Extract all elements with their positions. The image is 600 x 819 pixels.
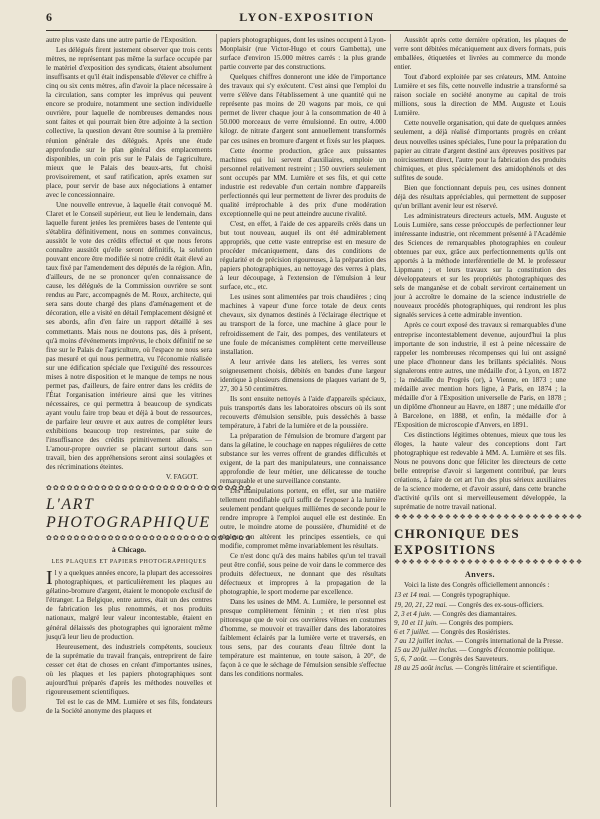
page-header xyxy=(46,10,568,26)
article-signature: V. FAGOT. xyxy=(165,473,198,482)
entry-text: — Congrès international de la Presse. xyxy=(454,636,564,645)
list-item xyxy=(394,664,566,673)
page-number: 6 xyxy=(46,10,53,24)
chronicle-city: Anvers. xyxy=(465,570,495,580)
paragraph: Les délégués firent justement observer que trois cents mètres, ne représentant pas même la surface occupée par le matériel d'exposition des syndicats, étaient absolument insuffisants et qu'il était indispensable d'élever ce chiffre à cinq ou six cents mètres, afin d'avoir la place nécessaire à la circulation, sans compter les imprévus qui peuvent encore se produire, notamment une section individuelle ouvrière, pour laquelle de nombreuses demandes nous sont faites et qui pourrait bien être adjointe à la section collective, la question devant être soumise à la première réunion générale des délégués. Après une étude approfondie sur le plan général des emplacements disponibles, un coin pris sur le Palais de l'agriculture, mieux que le Palais des beaux-arts, fut choisi provisoirement, et sauf ratification, après examen sur place, pour servir de base aux négociations à entamer avec le concessionnaire. xyxy=(46,46,212,199)
paper-stain xyxy=(12,676,26,712)
entry-date: 19, 20, 21, 22 mai. xyxy=(394,600,448,609)
paragraph: Ce n'est donc qu'à des mains habiles qu'un tel travail peut être confié, sous peine de voir dans le commerce des produits défectueux, ne donnant que des résultats défectueux et impropres à la propagation de la photographie, le sport moderne par excellence. xyxy=(220,551,386,596)
ornament-border: ❖❖❖❖❖❖❖❖❖❖❖❖❖❖❖❖❖❖❖❖❖❖❖❖❖❖ xyxy=(394,558,584,567)
entry-text: — Congrès des Rosiéristes. xyxy=(429,627,511,636)
congress-list xyxy=(394,591,566,672)
paragraph: Tel est le cas de MM. Lumière et ses fils, fondateurs de la Société anonyme des plaques et xyxy=(46,697,212,715)
entry-date: 9, 10 et 11 juin. xyxy=(394,618,439,627)
entry-date: 13 et 14 mai. xyxy=(394,591,432,600)
ornament-border: ✿✿✿✿✿✿✿✿✿✿✿✿✿✿✿✿✿✿✿✿✿✿✿✿✿✿✿✿✿✿ xyxy=(46,484,252,493)
paragraph: Après ce court exposé des travaux si remarquables d'une entreprise incontestablement devenue, aujourd'hui la plus importante de son industrie, il est à peine nécessaire de rappeler les nombreuses récompenses qui lui ont assigné une place d'honneur dans les brillants spécialités. Nous signalerons entre autres, une médaille d'or, à Lyon, en 1872 ; la médaille du Progrès (or), à Vienne, en 1873 ; une médaille avec mention hors ligne, à Paris, en 1874 ; la médaille d'or à l'Exposition universelle de Paris, en 1878 ; un diplôme d'honneur au Havre, en 1887 ; une médaille d'or à Barcelone, en 1888, et enfin, la médaille d'or à l'Exposition de microscopie d'Anvers, en 1891. xyxy=(394,321,566,429)
paragraph: Cette nouvelle organisation, qui date de quelques années seulement, a déjà réalisé d'importants progrès en créant deux nouvelles usines spéciales, l'une pour la préparation du papier au citrate d'argent destiné aux épreuves positives par noircissement direct, l'autre pour la fabrication des produits chimiques, et plus spécialement des amidophénols et des sulfites de soude. xyxy=(394,119,566,182)
entry-text: — Congrès des ex-sous-officiers. xyxy=(447,600,544,609)
entry-text: — Congrès des Sauveteurs. xyxy=(427,654,509,663)
entry-date: 15 au 20 juillet inclus. xyxy=(394,645,458,654)
list-item xyxy=(394,591,566,600)
chronicle-title: CHRONIQUE DES EXPOSITIONS xyxy=(394,526,520,558)
list-item xyxy=(394,637,566,646)
paragraph: La préparation de l'émulsion de bromure d'argent par dans la gélatine, le couchage en nappes régulières de cette substance sur les verres offrent de grandes difficultés et exigent, de la part des manipulateurs, une connaissance approfondie de leur métier, une délicatesse de touche remarquable et une surveillance constante. xyxy=(220,432,386,486)
drop-cap: I xyxy=(46,567,53,590)
paragraph: Dans les usines de MM. A. Lumière, le personnel est presque complètement féminin ; et rien n'est plus pittoresque que de voir ces ouvrières vêtues en costumes d'homme, se mouvoir et travailler dans des laboratoires faiblement éclairés par la lumière verte et traversés, en tous sens, par des courants d'eau filtrée dont la température est maintenue, en toute saison, à 20°, de façon à ce que le séchage de l'émulsion sensible s'effectue dans les conditions normales. xyxy=(220,597,386,679)
entry-date: 7 au 12 juillet inclus. xyxy=(394,636,455,645)
paragraph: Bien que fonctionnant depuis peu, ces usines donnent déjà des résultats appréciables, qui permettent de supposer qu'un brillant avenir leur est réservé. xyxy=(394,183,566,210)
paragraph: Tout d'abord exploitée par ses créateurs, MM. Antoine Lumière et ses fils, cette nouvelle industrie a transformé sa raison sociale en société anonyme au capital de trois millions, sous la direction de MM. Auguste et Louis Lumière. xyxy=(394,73,566,118)
column-2 xyxy=(220,36,386,807)
paragraph: A leur arrivée dans les ateliers, les verres sont soigneusement choisis, débités en bandes d'une largeur identique à plusieurs dimensions de plaques variant de 9, 27, 30 à 50 centimètres. xyxy=(220,357,386,393)
paragraph: Aussitôt après cette dernière opération, les plaques de verre sont débitées mécaniquement aux divers formats, puis emballées, étiquetées et livrées au commerce du monde entier. xyxy=(394,36,566,72)
column-divider xyxy=(216,34,217,807)
paragraph: Les administrateurs directeurs actuels, MM. Auguste et Louis Lumière, sans cesse préoccupés de perfectionner leur intéressante industrie, ont récemment présenté à l'Académie des Sciences de remarquables photographies en couleur obtenues par eux, grâce aux perfectionnements qu'ils ont apportés à la méthode interférentielle de M. le professeur Lippmann ; et leurs travaux sur la constitution des développateurs et sur les propriétés photographiques des sels de manganèse et de cobalt serviront certainement un jour à accroître le domaine de la science industrielle de nouveaux procédés photographiques, qui rendront les plus signalés services à cette admirable invention. xyxy=(394,211,566,320)
paragraph xyxy=(46,569,212,641)
paragraph: Voici la liste des Congrès officiellement annoncés : xyxy=(404,581,550,590)
paragraph: autre plus vaste dans une autre partie de l'Exposition. xyxy=(46,36,197,44)
section-title: L'ART PHOTOGRAPHIQUE xyxy=(46,496,211,532)
running-title: LYON-EXPOSITION xyxy=(239,10,375,24)
entry-date: 6 et 7 juillet. xyxy=(394,627,430,636)
entry-date: 2, 3 et 4 juin. xyxy=(394,609,432,618)
paragraph: Heureusement, des industriels compétents, soucieux de la suprématie du travail français, entreprirent de faire cesser cet état de choses en créant d'importantes usines, où les plaques et les papiers photographiques sont aujourd'hui préparés d'après les méthodes nouvelles et rigoureusement scientifiques. xyxy=(46,642,212,696)
entry-date: 18 au 25 août inclus. xyxy=(394,663,454,672)
paragraph: Cette énorme production, grâce aux puissantes machines qui lui servent d'auxiliaires, emploie un personnel relativement restreint ; 150 ouvriers seulement sont occupés par MM. Lumière et ses fils, et qui cette industrie est redevable d'un certain nombre d'appareils perfectionnés qui leur permettent de livrer des produits de qualité irréprochable à des prix d'une modération exceptionnelle qui ne peut atteindre aucune rivalité. xyxy=(220,146,386,218)
paragraph: Quelques chiffres donneront une idée de l'importance des travaux qui s'y exécutent. C'est ainsi que l'emploi du verre s'élève dans l'établissement à une quantité qui ne représente pas moins de 20 wagons par mois, ce qui permet de livrer chaque jour à la consommation de 40 à 50.000 morceaux de verre émulsionné. En outre, 4.000 kilogr. de nitrate d'argent sont annuellement transformés par ces usines en bromure d'argent et fixés sur les plaques. xyxy=(220,73,386,145)
list-item xyxy=(394,619,566,628)
entry-text: — Congrès littéraire et scientifique. xyxy=(453,663,558,672)
section-subtitle: à Chicago. xyxy=(111,545,147,555)
entry-text: — Congrès typographique. xyxy=(431,591,510,600)
paragraph: Ils sont ensuite nettoyés à l'aide d'appareils spéciaux, puis transportés dans les laboratoires obscurs où ils sont recouverts d'émulsion sensible, puis desséchés à basse température, à l'abri de la lumière et de la poussière. xyxy=(220,394,386,430)
list-item xyxy=(394,628,566,637)
list-item xyxy=(394,610,566,619)
ornament-border: ❖❖❖❖❖❖❖❖❖❖❖❖❖❖❖❖❖❖❖❖❖❖❖❖❖❖ xyxy=(394,513,584,522)
paragraph: Les manipulations portent, en effet, sur une matière tellement modifiable qu'il suffit de l'exposer à la lumière seulement pendant quelques millièmes de seconde pour le rendre impropre à l'emploi auquel elle est destinée. En outre, le moindre atome de poussière, d'humidité et de chaleur, en altèrent les principes essentiels, ce qui modifie, compromet même invariablement les résultats. xyxy=(220,487,386,550)
entry-text: — Congrès d'économie politique. xyxy=(457,645,555,654)
paragraph: Les usines sont alimentées par trois chaudières ; cinq machines à vapeur d'une force totale de deux cents chevaux, six dynamos destinés à l'éclairage électrique et au transport de la force, une machine à glace pour le refroidissement de l'air, des pompes, des ventilateurs et une foule de mécanismes complètent cette merveilleuse installation. xyxy=(220,293,386,356)
column-3 xyxy=(394,36,584,807)
article-heading: LES PLAQUES ET PAPIERS PHOTOGRAPHIQUES xyxy=(51,559,207,566)
paragraph: papiers photographiques, dont les usines occupent à Lyon-Monplaisir (rue Victor-Hugo et cours Gambetta), une surface d'environ 15.000 mètres carrés : la plus grande partie couverte par des constructions. xyxy=(220,36,386,72)
entry-text: — Congrès des pompiers. xyxy=(438,618,514,627)
list-item xyxy=(394,655,566,664)
paragraph: C'est, en effet, à l'aide de ces appareils créés dans un but tout nouveau, auquel ils ont été admirablement appropriés, que cette vaste entreprise est en mesure de procéder mécaniquement, dans des conditions de régularité et de précision rigoureuses, à la préparation des papiers photographiques, au nettoyage des verres à plats, à leur découpage, à l'extension de l'émulsion à leur surface, etc., etc. xyxy=(220,219,386,292)
entry-text: — Congrès des diamantaires. xyxy=(431,609,517,618)
header-rule xyxy=(46,30,568,31)
paragraph-text: l y a quelques années encore, la plupart des accessoires photographiques, et particulièrement les plaques au gélatino-bromure d'argent, étaient le monopole exclusif de l'étranger. La Belgique, entre autres, était un des centres de fabrication les plus renommés, et nos produits nationaux, malgré leur valeur incontestable, étaient en général délaissés des photographes qui ignoraient même jusqu'à leur lieu de production. xyxy=(46,569,212,641)
column-divider xyxy=(390,34,391,807)
list-item xyxy=(394,601,566,610)
paragraph: Ces distinctions légitimes obtenues, mieux que tous les éloges, la haute valeur des conceptions dont l'art photographique est redevable à MM. A. Lumière et ses fils. Nous ne pouvons donc que féliciter les directeurs de cette belle entreprise d'avoir si largement contribué, par leurs créations, à faire de cet art l'un des plus sérieux auxiliaires de la science moderne, et d'avoir assuré, dans cette branche d'activité qu'ils ont si merveilleusement développée, la suprématie de notre travail national. xyxy=(394,431,566,512)
paragraph: Une nouvelle entrevue, à laquelle était convoqué M. Claret et le Conseil supérieur, eut lieu le lendemain, dans laquelle furent jetées les premières bases de l'entente qui s'établira définitivement, nous en sommes convaincus, aussitôt le vote des crédits effectué et que nous ferons connaître aussitôt qu'elle seront définitifs, la solution pouvant encore être modifiée si notre crédit était élevé au taux fixé par l'amendement des députés de la région. Afin, d'ailleurs, de ne se prononcer qu'en connaissance de cause, les délégués de la Commission ouvrière se sont rendus au Parc, accompagnés de M. Roux, architecte, qui sera sans doute chargé des plans d'aménagement et de décoration, elle a visité en détail l'emplacement désigné et ses abords, afin d'en faire un rapport détaillé à ses commettants. Mais nous ne doutons pas, dès à présent, qu'à moins d'événements imprévus, le choix définitif ne se fixe sur le Palais de l'agriculture, où l'espace ne nous sera pas mesuré et qui nous permettra, vu l'économie réalisée sur une édification spéciale que l'exiguïté des ressources mises à notre disposition et le manque de temps ne nous permet pas, d'ailleurs, de faire entrer dans les crédits de l'État l'organisation intérieure ainsi que les vitrines nécessaires, ce qui permettra à beaucoup de syndicats ayant voulu faire trop beau et déjà à bout de ressources, de parfaire leur œuvre et aux autres de compléter leurs exhibitions beaucoup trop restreintes, par suite de l'insuffisance des crédits primitivement alloués. — L'amour-propre ouvrier se placant surtout dans son travail, bien des appréhensions seront ainsi soulagées et des récriminations éteintes. xyxy=(46,200,212,472)
entry-date: 5, 6, 7 août. xyxy=(394,654,428,663)
list-item xyxy=(394,646,566,655)
column-1 xyxy=(46,36,252,807)
ornament-border: ✿✿✿✿✿✿✿✿✿✿✿✿✿✿✿✿✿✿✿✿✿✿✿✿✿✿✿✿✿✿ xyxy=(46,534,252,543)
